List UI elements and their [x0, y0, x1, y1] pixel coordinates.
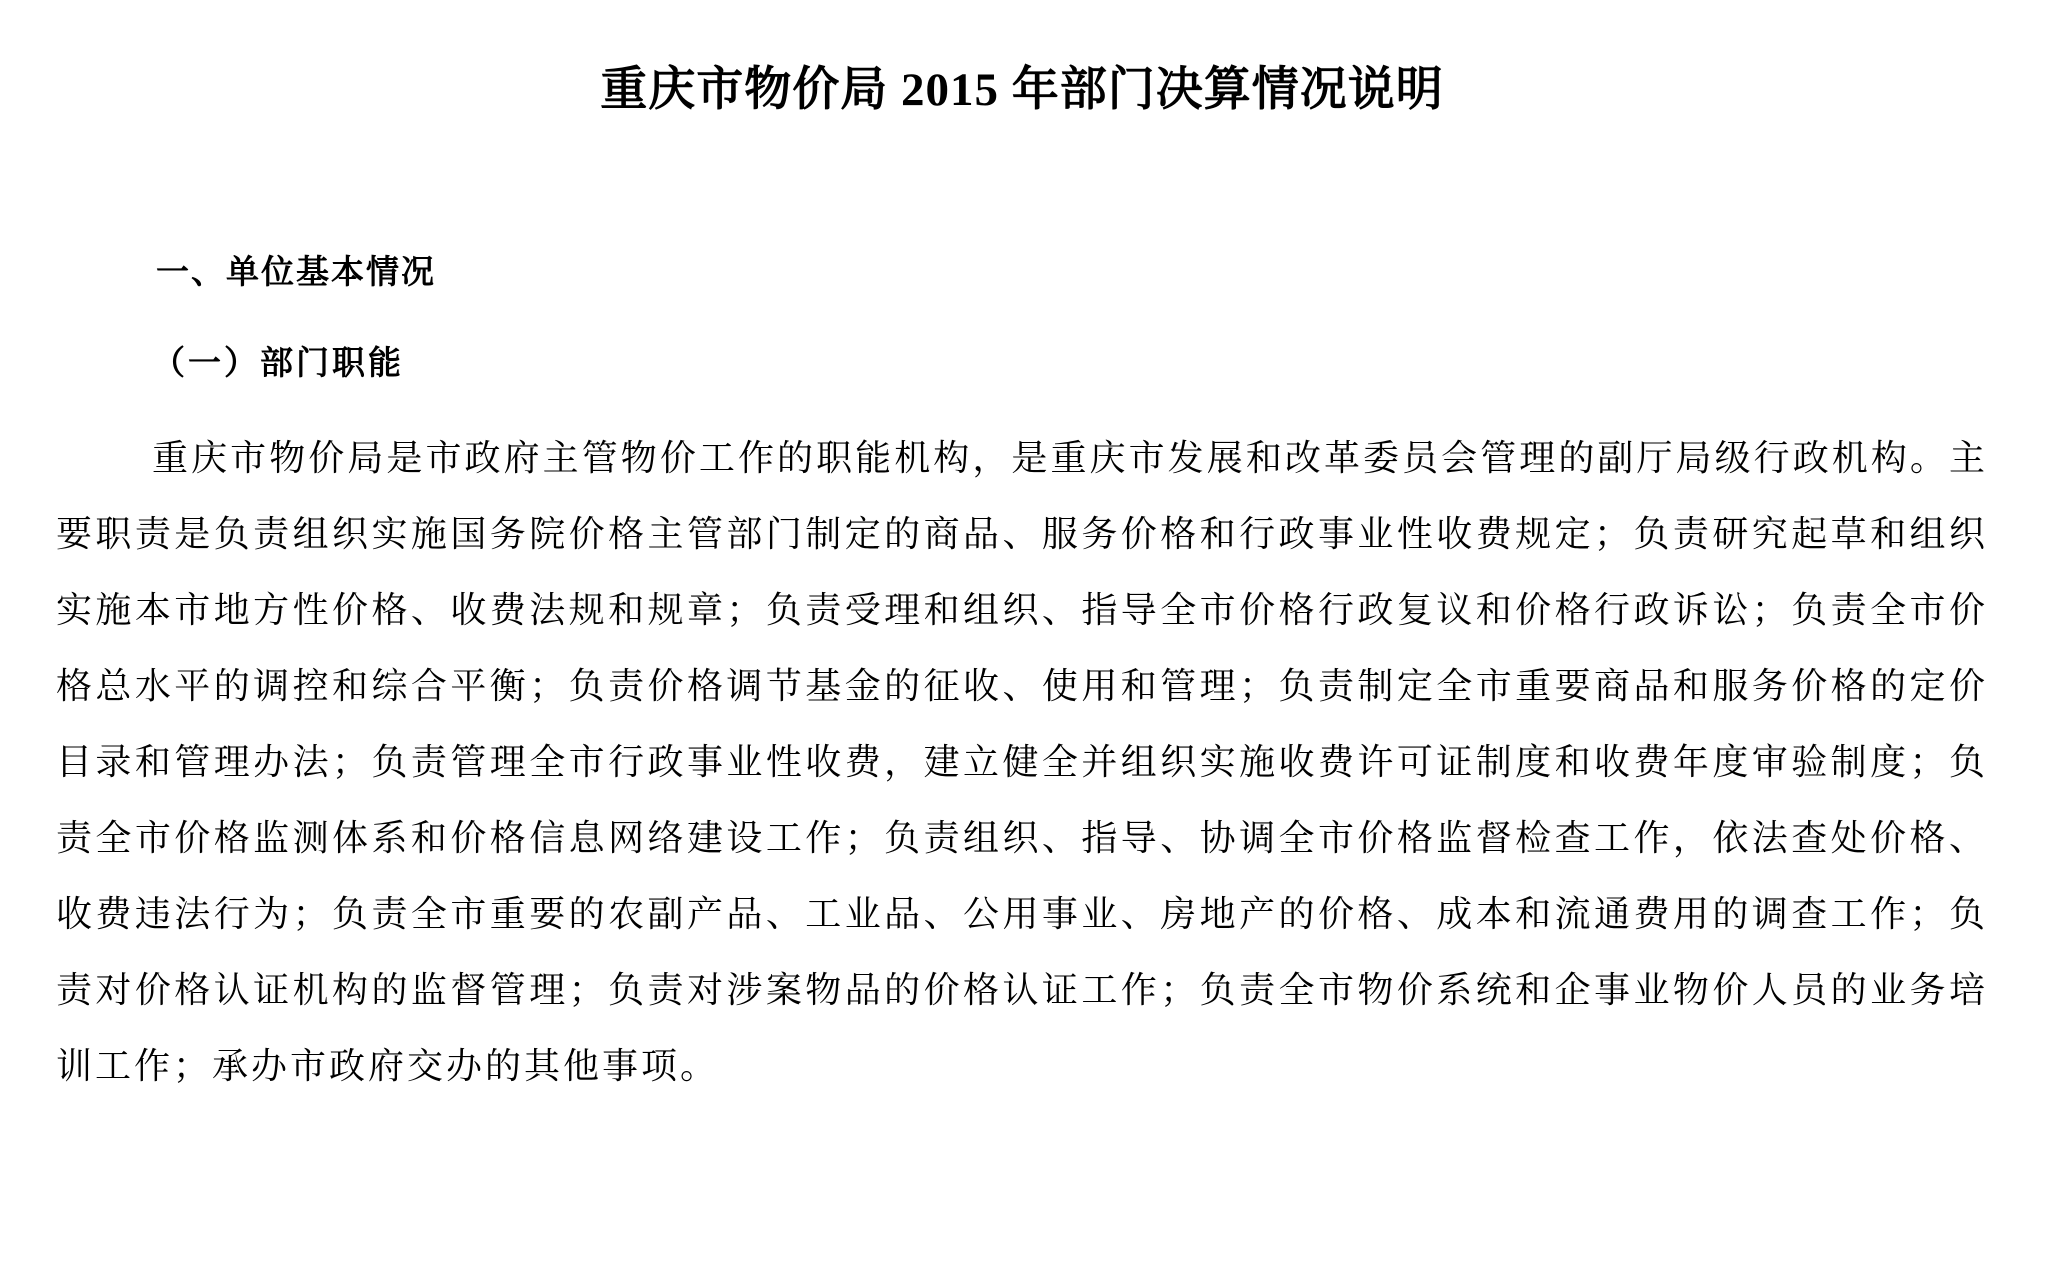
section-heading-basic-info: 一、单位基本情况 — [156, 253, 436, 291]
department-functions-paragraph: 重庆市物价局是市政府主管物价工作的职能机构，是重庆市发展和改革委员会管理的副厅局级行政机构。主要职责是负责组织实施国务院价格主管部门制定的商品、服务价格和行政事业性收费规定；负责研究起草和组织实施本市地方性价格、收费法规和规章；负责受理和组织、指导全市价格行政复议和价格行政诉讼；负责全市价格总水平的调控和综合平衡；负责价格调节基金的征收、使用和管理；负责制定全市重要商品和服务价格的定价目录和管理办法；负责管理全市行政事业性收费，建立健全并组织实施收费许可证制度和收费年度审验制度；负责全市价格监测体系和价格信息网络建设工作；负责组织、指导、协调全市价格监督检查工作，依法查处价格、收费违法行为；负责全市重要的农副产品、工业品、公用事业、房地产的价格、成本和流通费用的调查工作；负责对价格认证机构的监督管理；负责对涉案物品的价格认证工作；负责全市物价系统和企事业物价人员的业务培训工作；承办市政府交办的其他事项。 — [56, 438, 1988, 1087]
document-title: 重庆市物价局 2015 年部门决算情况说明 — [600, 64, 1444, 116]
subsection-heading-department-functions: （一）部门职能 — [152, 346, 404, 383]
